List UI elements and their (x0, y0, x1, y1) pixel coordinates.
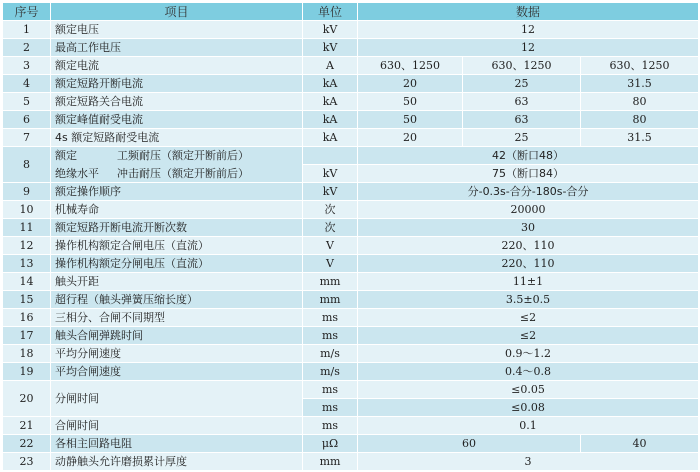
row-unit: V (303, 237, 358, 255)
impulse-withstand-label: 冲击耐压（额定开断前后） (117, 166, 249, 180)
row-value: 3 (358, 453, 699, 471)
row-value-3: 31.5 (581, 129, 699, 147)
row-number: 7 (3, 129, 51, 147)
row-unit: V (303, 255, 358, 273)
row-number: 18 (3, 345, 51, 363)
row-item: 操作机构额定分闸电压（直流） (51, 255, 303, 273)
table-row (3, 183, 699, 201)
table-row (3, 219, 699, 237)
row-unit: kA (303, 93, 358, 111)
row-item: 合闸时间 (51, 417, 303, 435)
header-unit: 单位 (303, 3, 358, 21)
row-item: 触头合闸弹跳时间 (51, 327, 303, 345)
row-value-2: 63 (463, 93, 581, 111)
row-value-3: 31.5 (581, 75, 699, 93)
table-row (3, 111, 699, 129)
row-unit: mm (303, 453, 358, 471)
row-value-2: 25 (463, 129, 581, 147)
row-unit: ms (303, 309, 358, 327)
table-row (3, 309, 699, 327)
row-value-1: 630、1250 (358, 57, 463, 75)
row-value-1: 50 (358, 111, 463, 129)
row-unit: kA (303, 75, 358, 93)
table-row (3, 273, 699, 291)
row-unit: ms (303, 417, 358, 435)
row-number: 11 (3, 219, 51, 237)
row-item: 额定短路关合电流 (51, 93, 303, 111)
table-row (3, 255, 699, 273)
row-unit: ms (303, 381, 358, 399)
insulation-level-cell (51, 147, 303, 183)
table-header (3, 3, 699, 21)
row-item: 各相主回路电阻 (51, 435, 303, 453)
row-item: 平均合闸速度 (51, 363, 303, 381)
table-row (3, 57, 699, 75)
table-row (3, 147, 699, 165)
row-number: 15 (3, 291, 51, 309)
table-row (3, 39, 699, 57)
row-value: 11±1 (358, 273, 699, 291)
row-value: 20000 (358, 201, 699, 219)
table-row (3, 381, 699, 399)
row-value: 75（断口84） (358, 165, 699, 183)
row-unit: ms (303, 399, 358, 417)
row-unit: kA (303, 129, 358, 147)
insulation-label-line1: 额定 (55, 149, 77, 163)
header-seq: 序号 (3, 3, 51, 21)
row-item: 额定短路开断电流 (51, 75, 303, 93)
row-item: 超行程（触头弹簧压缩长度） (51, 291, 303, 309)
row-item: 额定操作顺序 (51, 183, 303, 201)
row-value-1: 50 (358, 93, 463, 111)
row-number: 8 (3, 147, 51, 183)
row-value: ≤0.05 (358, 381, 699, 399)
table-row (3, 435, 699, 453)
row-value-2: 40 (581, 435, 699, 453)
table-row (3, 327, 699, 345)
row-value-2: 25 (463, 75, 581, 93)
row-number: 17 (3, 327, 51, 345)
row-number: 20 (3, 381, 51, 417)
table-row (3, 129, 699, 147)
header-data: 数据 (358, 3, 699, 21)
row-unit (303, 147, 358, 165)
row-value: 0.1 (358, 417, 699, 435)
row-value: 220、110 (358, 255, 699, 273)
row-value: 3.5±0.5 (358, 291, 699, 309)
table-row (3, 291, 699, 309)
row-unit: kV (303, 21, 358, 39)
row-value-1: 20 (358, 75, 463, 93)
row-value: ≤0.08 (358, 399, 699, 417)
header-item: 项目 (51, 3, 303, 21)
row-unit: mm (303, 291, 358, 309)
row-value: 220、110 (358, 237, 699, 255)
row-number: 10 (3, 201, 51, 219)
row-unit: kV (303, 183, 358, 201)
row-number: 4 (3, 75, 51, 93)
row-value-2: 63 (463, 111, 581, 129)
row-unit: μΩ (303, 435, 358, 453)
row-item: 平均分闸速度 (51, 345, 303, 363)
row-number: 9 (3, 183, 51, 201)
row-value: 0.9～1.2 (358, 345, 699, 363)
row-value: 30 (358, 219, 699, 237)
row-unit: mm (303, 273, 358, 291)
row-unit: 次 (303, 219, 358, 237)
table-row (3, 363, 699, 381)
row-number: 2 (3, 39, 51, 57)
power-frequency-withstand-label: 工频耐压（额定开断前后） (117, 149, 249, 163)
row-value-1: 60 (358, 435, 581, 453)
row-value-3: 80 (581, 93, 699, 111)
row-number: 19 (3, 363, 51, 381)
row-number: 21 (3, 417, 51, 435)
row-item: 额定短路开断电流开断次数 (51, 219, 303, 237)
row-number: 16 (3, 309, 51, 327)
table-row (3, 93, 699, 111)
row-unit: kV (303, 165, 358, 183)
row-item: 三相分、合闸不同期型 (51, 309, 303, 327)
table-row (3, 453, 699, 471)
row-unit: kV (303, 39, 358, 57)
row-item: 操作机构额定合闸电压（直流） (51, 237, 303, 255)
row-unit: 次 (303, 201, 358, 219)
row-number: 23 (3, 453, 51, 471)
row-value-1: 20 (358, 129, 463, 147)
row-item: 4s 额定短路耐受电流 (51, 129, 303, 147)
table-row (3, 201, 699, 219)
table-row (3, 417, 699, 435)
row-value: ≤2 (358, 309, 699, 327)
row-unit: m/s (303, 345, 358, 363)
row-number: 13 (3, 255, 51, 273)
table-row (3, 237, 699, 255)
row-item: 额定电流 (51, 57, 303, 75)
row-value: 12 (358, 39, 699, 57)
row-value: 42（断口48） (358, 147, 699, 165)
row-number: 14 (3, 273, 51, 291)
row-number: 3 (3, 57, 51, 75)
row-number: 5 (3, 93, 51, 111)
row-number: 12 (3, 237, 51, 255)
row-unit: m/s (303, 363, 358, 381)
row-value: 0.4～0.8 (358, 363, 699, 381)
row-unit: kA (303, 111, 358, 129)
row-value: 12 (358, 21, 699, 39)
row-item: 额定电压 (51, 21, 303, 39)
row-unit: A (303, 57, 358, 75)
row-value-3: 630、1250 (581, 57, 699, 75)
row-value-2: 630、1250 (463, 57, 581, 75)
table-row (3, 21, 699, 39)
row-number: 1 (3, 21, 51, 39)
row-number: 22 (3, 435, 51, 453)
row-item: 分闸时间 (51, 381, 303, 417)
row-value: ≤2 (358, 327, 699, 345)
row-item: 动静触头允许磨损累计厚度 (51, 453, 303, 471)
row-value-3: 80 (581, 111, 699, 129)
row-item: 触头开距 (51, 273, 303, 291)
table-row (3, 345, 699, 363)
row-value: 分-0.3s-合分-180s-合分 (358, 183, 699, 201)
row-item: 最高工作电压 (51, 39, 303, 57)
row-item: 机械寿命 (51, 201, 303, 219)
row-number: 6 (3, 111, 51, 129)
row-unit: ms (303, 327, 358, 345)
row-item: 额定峰值耐受电流 (51, 111, 303, 129)
insulation-label-line2: 绝缘水平 (55, 166, 99, 180)
table-row (3, 75, 699, 93)
spec-table (2, 2, 699, 471)
